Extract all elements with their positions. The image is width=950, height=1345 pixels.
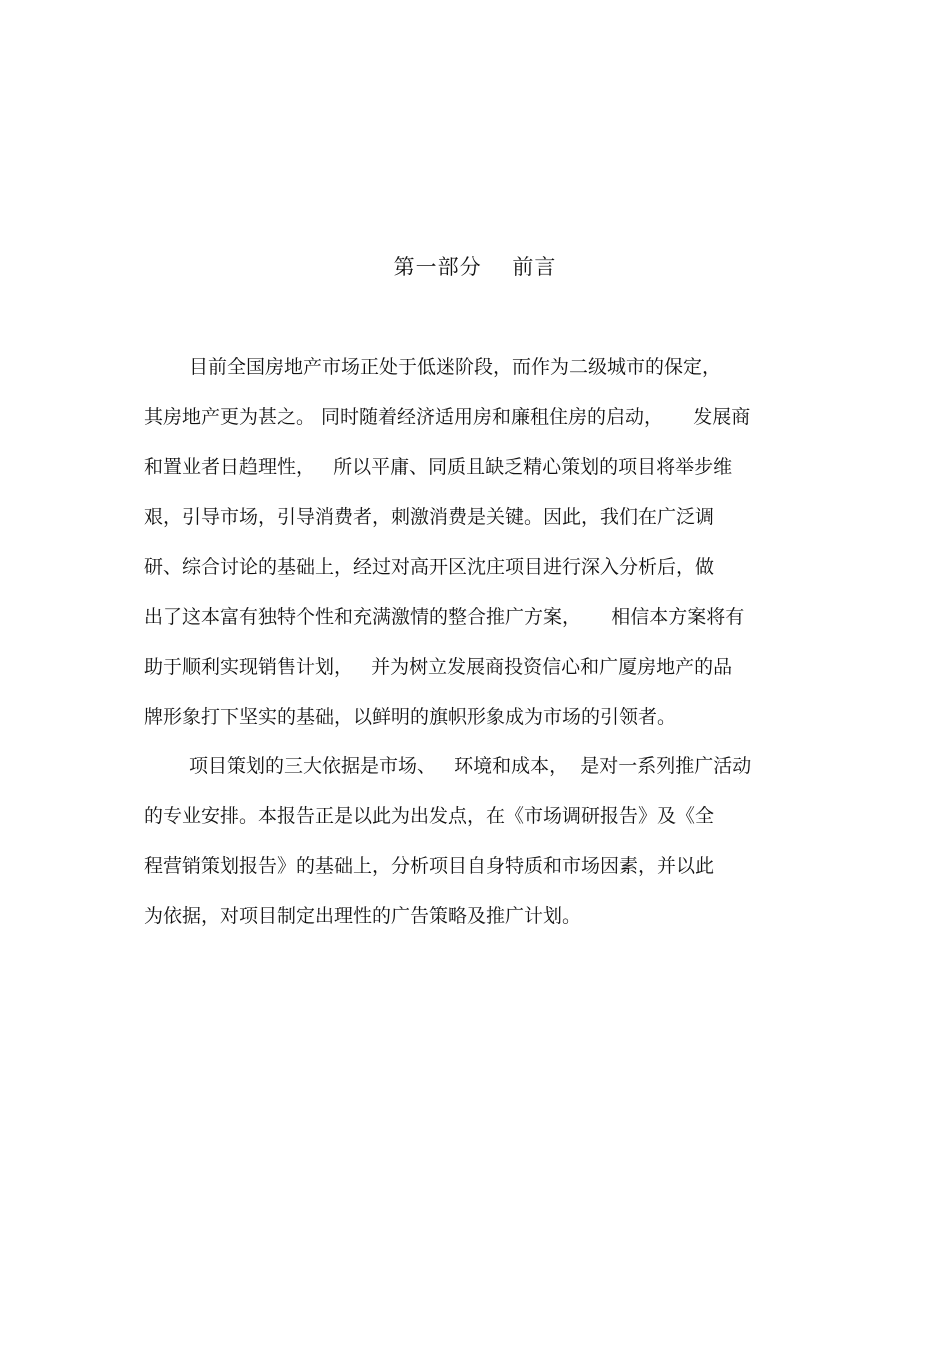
paragraph-line: 和置业者日趋理性， 所以平庸、同质且缺乏精心策划的项目将举步维 (144, 456, 733, 478)
paragraph-line: 其房地产更为甚之。 同时随着经济适用房和廉租住房的启动， 发展商 (144, 406, 751, 428)
paragraph-line: 艰，引导市场，引导消费者，刺激消费是关键。因此，我们在广泛调 (144, 506, 715, 528)
paragraph-line: 程营销策划报告》的基础上，分析项目自身特质和市场因素，并以此 (144, 855, 715, 877)
paragraph-line: 助于顺利实现销售计划， 并为树立发展商投资信心和广厦房地产的品 (144, 656, 733, 678)
section-title: 第一部分 前言 (393, 255, 557, 279)
paragraph-line: 出了这本富有独特个性和充满激情的整合推广方案， 相信本方案将有 (144, 606, 745, 628)
paragraph-line: 的专业安排。本报告正是以此为出发点，在《市场调研报告》及《全 (144, 805, 715, 827)
paragraph-line: 目前全国房地产市场正处于低迷阶段，而作为二级城市的保定， (189, 356, 722, 378)
paragraph-line: 为依据，对项目制定出理性的广告策略及推广计划。 (144, 905, 582, 927)
paragraph-line: 研、综合讨论的基础上，经过对高开区沈庄项目进行深入分析后，做 (144, 556, 715, 578)
paragraph-line: 项目策划的三大依据是市场、 环境和成本， 是对一系列推广活动 (189, 755, 752, 777)
paragraph-line: 牌形象打下坚实的基础，以鲜明的旗帜形象成为市场的引领者。 (144, 706, 677, 728)
